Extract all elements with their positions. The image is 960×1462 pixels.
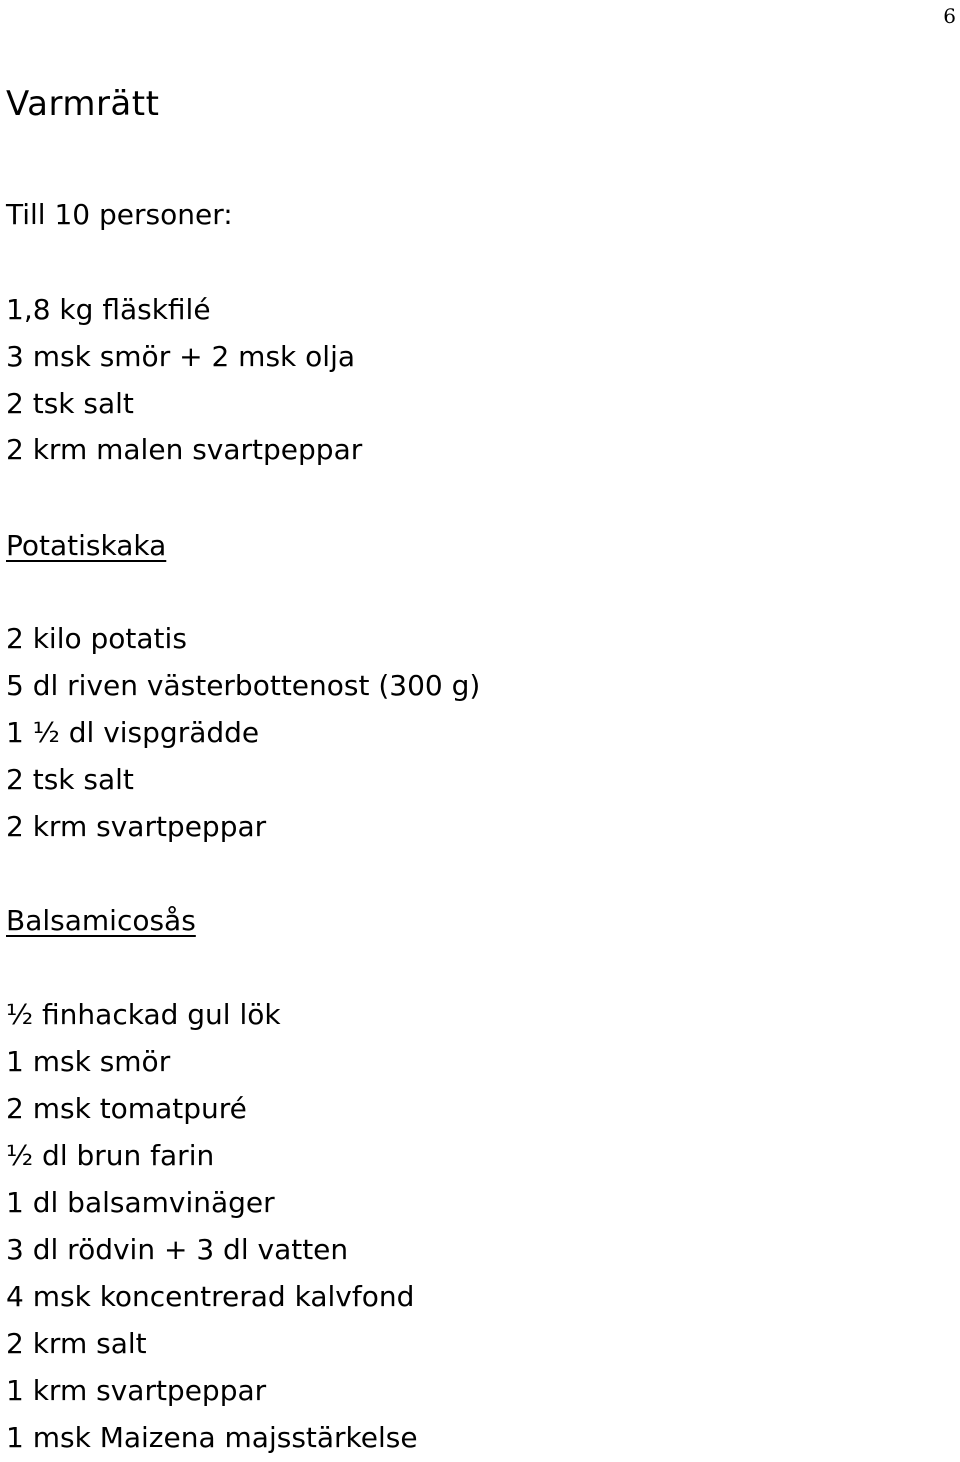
list-item: 1 ½ dl vispgrädde	[6, 716, 260, 749]
potato-section-heading: Potatiskaka	[6, 529, 167, 562]
list-item: 2 tsk salt	[6, 387, 134, 420]
page-number: 6	[943, 4, 956, 28]
sauce-section-heading: Balsamicosås	[6, 904, 196, 937]
list-item: 3 dl rödvin + 3 dl vatten	[6, 1233, 349, 1266]
page-title: Varmrätt	[6, 84, 160, 124]
list-item: ½ dl brun farin	[6, 1139, 215, 1172]
list-item: 1 krm svartpeppar	[6, 1374, 267, 1407]
list-item: 2 krm malen svartpeppar	[6, 433, 363, 466]
list-item: 2 msk tomatpuré	[6, 1092, 247, 1125]
list-item: 1 msk smör	[6, 1045, 171, 1078]
list-item: 2 krm salt	[6, 1327, 147, 1360]
list-item: 1 msk Maizena majsstärkelse	[6, 1421, 418, 1454]
list-item: 5 dl riven västerbottenost (300 g)	[6, 669, 481, 702]
list-item: 2 tsk salt	[6, 763, 134, 796]
list-item: 3 msk smör + 2 msk olja	[6, 340, 356, 373]
servings-text: Till 10 personer:	[6, 198, 233, 231]
list-item: 2 kilo potatis	[6, 622, 187, 655]
list-item: 1,8 kg fläskfilé	[6, 293, 211, 326]
list-item: ½ finhackad gul lök	[6, 998, 281, 1031]
list-item: 1 dl balsamvinäger	[6, 1186, 275, 1219]
list-item: 2 krm svartpeppar	[6, 810, 267, 843]
list-item: 4 msk koncentrerad kalvfond	[6, 1280, 415, 1313]
